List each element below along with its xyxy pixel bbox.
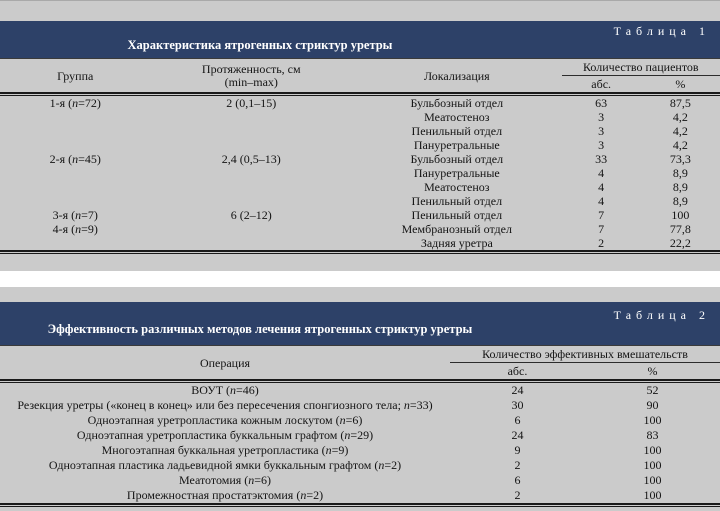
- loc-cell: Пануретральные: [413, 166, 500, 180]
- loc-cell: Мембранозный отдел: [401, 222, 512, 236]
- col-header-pct: %: [647, 364, 658, 378]
- abs-cell: 3: [598, 110, 605, 124]
- abs-cell: 4: [598, 180, 605, 194]
- table-row: [0, 208, 720, 222]
- col-header-length-line2: (min–max): [224, 75, 278, 89]
- pct-cell: 100: [643, 443, 662, 457]
- pct-cell: 4,2: [672, 124, 688, 138]
- operation-cell: Одноэтапная пластика ладьевидной ямки буккальным графтом (n=2): [48, 458, 402, 472]
- table2-caption-band: [0, 302, 720, 345]
- loc-cell: Задняя уретра: [420, 236, 493, 250]
- col-header-localization: Локализация: [423, 68, 490, 83]
- length-cell: [150, 110, 352, 124]
- group-cell: [0, 180, 150, 194]
- abs-cell: 7: [598, 208, 605, 222]
- table2-card: [0, 287, 720, 511]
- table-row: [0, 180, 720, 194]
- pct-cell: 4,2: [672, 138, 688, 152]
- abs-cell: 6: [514, 413, 521, 427]
- operation-cell: Многоэтапная буккальная уретропластика (n=9): [101, 443, 349, 457]
- pct-cell: 87,5: [669, 96, 691, 110]
- col-header-abs: абс.: [591, 77, 612, 91]
- group-cell: 2-я (n=45): [49, 152, 101, 166]
- pct-cell: 100: [643, 488, 662, 502]
- pct-cell: 52: [646, 383, 659, 397]
- length-cell: [150, 124, 352, 138]
- abs-cell: 4: [598, 194, 605, 208]
- abs-cell: 30: [511, 398, 524, 412]
- operation-cell: Одноэтапная уретропластика буккальным графтом (n=29): [76, 428, 374, 442]
- col-header-patients-group: Количество пациентов: [562, 59, 720, 76]
- pct-cell: 4,2: [672, 110, 688, 124]
- abs-cell: 33: [595, 152, 608, 166]
- table-row: [0, 413, 720, 428]
- table-row: [0, 428, 720, 443]
- group-cell: [0, 194, 150, 208]
- col-header-pct: %: [675, 77, 686, 91]
- table-row: [0, 473, 720, 488]
- table1-header-row: [0, 59, 720, 76]
- table1-card: [0, 1, 720, 271]
- table-row: [0, 152, 720, 166]
- abs-cell: 6: [514, 473, 521, 487]
- table1-number-label: Таблица 1: [613, 24, 710, 38]
- length-cell: [150, 222, 352, 236]
- pct-cell: 73,3: [669, 152, 691, 166]
- abs-cell: 63: [595, 96, 608, 110]
- group-cell: [0, 110, 150, 124]
- table2-header: [0, 346, 720, 379]
- pct-cell: 100: [643, 458, 662, 472]
- abs-cell: 3: [598, 138, 605, 152]
- table-row: [0, 124, 720, 138]
- table-row: [0, 458, 720, 473]
- pct-cell: 90: [646, 398, 659, 412]
- pct-cell: 8,9: [672, 180, 688, 194]
- col-header-length: [150, 59, 352, 92]
- pct-cell: 77,8: [669, 222, 691, 236]
- table2-number-label: Таблица 2: [613, 308, 710, 322]
- group-cell: 4-я (n=9): [52, 222, 98, 236]
- loc-cell: Пануретральные: [413, 138, 500, 152]
- table-row: [0, 166, 720, 180]
- table1-body: [0, 96, 720, 250]
- pct-cell: 8,9: [672, 166, 688, 180]
- pct-cell: 100: [643, 413, 662, 427]
- length-cell: [150, 194, 352, 208]
- operation-cell: Резекция уретры («конец в конец» или без пересечения спонгиозного тела; n=33): [17, 398, 433, 412]
- abs-cell: 2: [514, 488, 521, 502]
- col-header-length-line1: Протяженность, см: [201, 62, 301, 76]
- abs-cell: 24: [511, 383, 524, 397]
- abs-cell: 24: [511, 428, 524, 442]
- length-cell: [150, 180, 352, 194]
- table-row: [0, 96, 720, 110]
- col-header-group: Группа: [57, 68, 94, 83]
- loc-cell: Пенильный отдел: [411, 194, 503, 208]
- abs-cell: 2: [514, 458, 521, 472]
- operation-cell: Одноэтапная уретропластика кожным лоскутом (n=6): [87, 413, 363, 427]
- table1-header: [0, 59, 720, 92]
- group-cell: [0, 138, 150, 152]
- tables-divider: [0, 271, 720, 287]
- table-row: [0, 383, 720, 398]
- table-row: [0, 138, 720, 152]
- abs-cell: 3: [598, 124, 605, 138]
- table1-title: Характеристика ятрогенных стриктур уретры: [127, 38, 393, 52]
- loc-cell: Бульбозный отдел: [410, 96, 504, 110]
- abs-cell: 9: [514, 443, 521, 457]
- group-cell: [0, 166, 150, 180]
- table-row: [0, 236, 720, 250]
- length-cell: 6 (2–12): [230, 208, 272, 222]
- abs-cell: 4: [598, 166, 605, 180]
- table2-title: Эффективность различных методов лечения ятрогенных стриктур уретры: [47, 322, 473, 336]
- table2-body: [0, 383, 720, 503]
- loc-cell: Пенильный отдел: [411, 124, 503, 138]
- pct-cell: 100: [671, 208, 690, 222]
- loc-cell: Меатостеноз: [424, 180, 490, 194]
- loc-cell: Меатостеноз: [424, 110, 490, 124]
- operation-cell: ВОУТ (n=46): [191, 383, 259, 397]
- loc-cell: Пенильный отдел: [411, 208, 503, 222]
- group-cell: 3-я (n=7): [52, 208, 98, 222]
- loc-cell: Бульбозный отдел: [410, 152, 504, 166]
- col-header-effective-group: Количество эффективных вмешательств: [450, 346, 720, 363]
- length-cell: 2 (0,1–15): [226, 96, 277, 110]
- pct-cell: 100: [643, 473, 662, 487]
- table1-caption-band: [0, 21, 720, 58]
- table-row: [0, 443, 720, 458]
- group-cell: [0, 124, 150, 138]
- col-header-abs: абс.: [507, 364, 528, 378]
- table-row: [0, 488, 720, 503]
- table2-header-row: [0, 346, 720, 363]
- operation-cell: Меатотомия (n=6): [178, 473, 272, 487]
- table-row: [0, 398, 720, 413]
- abs-cell: 2: [598, 236, 605, 250]
- table1-bottom-rule: [0, 250, 720, 254]
- group-cell: 1-я (n=72): [49, 96, 101, 110]
- table2-bottom-rule: [0, 503, 720, 507]
- length-cell: 2,4 (0,5–13): [221, 152, 281, 166]
- pct-cell: 83: [646, 428, 659, 442]
- operation-cell: Промежностная простатэктомия (n=2): [126, 488, 324, 502]
- length-cell: [150, 138, 352, 152]
- col-header-operation: Операция: [199, 355, 251, 370]
- pct-cell: 22,2: [669, 236, 691, 250]
- abs-cell: 7: [598, 222, 605, 236]
- length-cell: [150, 166, 352, 180]
- length-cell: [150, 236, 352, 250]
- table-row: [0, 222, 720, 236]
- table-row: [0, 194, 720, 208]
- group-cell: [0, 236, 150, 250]
- table-row: [0, 110, 720, 124]
- pct-cell: 8,9: [672, 194, 688, 208]
